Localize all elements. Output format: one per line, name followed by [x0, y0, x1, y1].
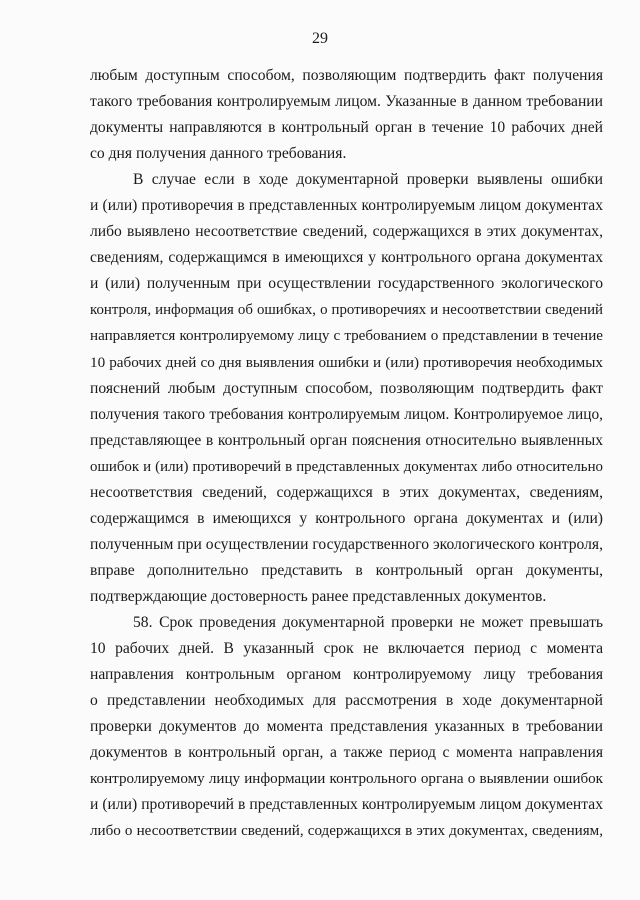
text-line: пояснений любым доступным способом, позволяющим подтвердить факт	[90, 379, 603, 397]
text-line: и (или) полученным при осуществлении государственного экологического	[90, 275, 603, 293]
text-line: о представлении необходимых для рассмотрения в ходе документарной	[90, 692, 603, 710]
text-line: получения такого требования контролируемым лицом. Контролируемое лицо,	[90, 405, 603, 423]
text-line: такого требования контролируемым лицом. Указанные в данном требовании	[90, 93, 603, 111]
text-line: и (или) противоречия в представленных контролируемым лицом документах	[90, 197, 603, 215]
text-line: ошибок и (или) противоречий в представленных документах либо относительно	[90, 458, 603, 475]
text-line: и (или) противоречий в представленных контролируемым лицом документах	[90, 796, 603, 814]
text-line: 10 рабочих дней со дня выявления ошибки и (или) противоречия необходимых	[90, 353, 603, 371]
text-line: содержащимся в имеющихся у контрольного органа документах и (или)	[90, 509, 603, 527]
text-line: 58. Срок проведения документарной проверки не может превышать	[133, 613, 603, 631]
text-line: со дня получения данного требования.	[90, 145, 347, 163]
text-line: В случае если в ходе документарной проверки выявлены ошибки	[133, 171, 603, 189]
page-number: 29	[312, 30, 328, 47]
text-line: представляющее в контрольный орган пояснения относительно выявленных	[90, 431, 603, 449]
text-line: проверки документов до момента представления указанных в требовании	[90, 718, 603, 736]
text-line: полученным при осуществлении государственного экологического контроля,	[90, 535, 603, 553]
text-line: сведениям, содержащимся в имеющихся у контрольного органа документах	[90, 249, 603, 267]
text-line: несоответствия сведений, содержащихся в этих документах, сведениям,	[90, 483, 603, 501]
text-line: направления контрольным органом контролируемому лицу требования	[90, 666, 603, 684]
text-line: любым доступным способом, позволяющим подтвердить факт получения	[90, 67, 603, 84]
text-line: контроля, информация об ошибках, о противоречиях и несоответствии сведений	[90, 302, 603, 319]
document-body	[90, 63, 603, 844]
text-line: вправе дополнительно представить в контрольный орган документы,	[90, 561, 603, 579]
text-line: направляется контролируемому лицу с требованием о представлении в течение	[90, 328, 603, 345]
text-line: 10 рабочих дней. В указанный срок не включается период с момента	[90, 640, 603, 658]
text-line: подтверждающие достоверность ранее представленных документов.	[90, 587, 547, 605]
text-line: документов в контрольный орган, а также период с момента направления	[90, 744, 603, 762]
text-line: либо о несоответствии сведений, содержащихся в этих документах, сведениям,	[90, 823, 603, 840]
text-line: контролируемому лицу информации контрольного органа о выявлении ошибок	[90, 771, 603, 788]
text-line: документы направляются в контрольный орган в течение 10 рабочих дней	[90, 119, 603, 137]
text-line: либо выявлено несоответствие сведений, содержащихся в этих документах,	[90, 223, 603, 241]
